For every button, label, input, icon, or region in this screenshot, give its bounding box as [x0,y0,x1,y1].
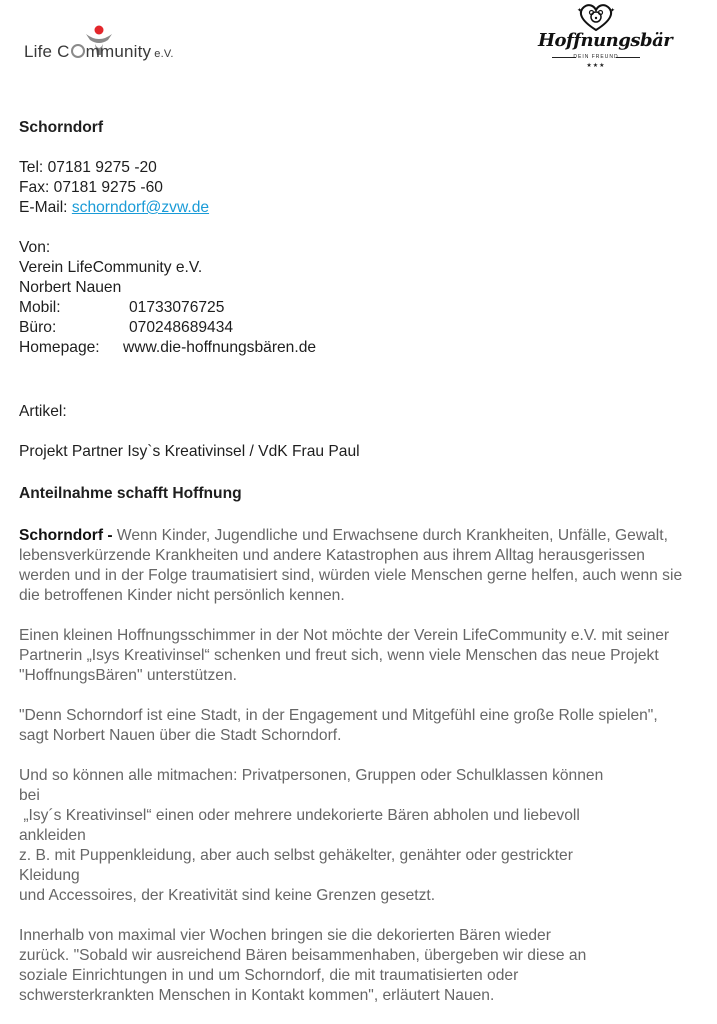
contact-tel: Tel: 07181 9275 -20 [19,159,157,176]
article-paragraph-2: Einen kleinen Hoffnungsschimmer in der Not möchte der Verein LifeCommunity e.V. mit seiner Partnerin „Isys Kreativinsel“ schenken und freut sich, wenn viele Menschen das neue Projekt "HoffnungsBären" unterstützen. [19,627,670,684]
logo-script-name: Hoffnungsbär [538,30,673,51]
sender-office-value: 070248689434 [129,319,234,336]
document-body [19,118,689,1006]
article-headline: Anteilnahme schafft Hoffnung [19,485,242,502]
contact-email-link[interactable]: schorndorf@zvw.de [71,199,210,216]
article-dateline: Schorndorf - [19,527,117,544]
hoffnungsbaer-logo [536,2,673,74]
article-p5-line: zurück. "Sobald wir ausreichend Bären beisammenhaben, übergeben wir diese an [19,947,587,964]
article-project: Projekt Partner Isy`s Kreativinsel / VdK Frau Paul [19,443,360,460]
article-p4-line: ankleiden [19,827,86,844]
sender-from-label: Von: [19,239,51,256]
article-p4-line: Und so können alle mitmachen: Privatpersonen, Gruppen oder Schulklassen können [19,767,604,784]
article-p5-line: schwersterkrankten Menschen in Kontakt kommen", erläutert Nauen. [19,987,495,1004]
article-paragraph-1-text: Wenn Kinder, Jugendliche und Erwachsene durch Krankheiten, Unfälle, Gewalt, lebensverkürzende Krankheiten und andere Katastrophen aus ihrem Alltag herausgerissen werden und in der Folge traumatisiert sind, würden viele Menschen gerne helfen, auch wenn sie die betroffenen Kinder nicht persönlich kennen. [19,527,683,604]
article-paragraph-5 [19,926,689,1006]
contact-city: Schorndorf [19,119,104,136]
sender-mobile-line [19,298,689,318]
article-paragraph-4 [19,766,689,906]
article-paragraph-3: "Denn Schorndorf ist eine Stadt, in der Engagement und Mitgefühl eine große Rolle spielen", sagt Norbert Nauen über die Stadt Schorndorf. [19,707,658,744]
article-p4-line: „Isy´s Kreativinsel“ einen oder mehrere undekorierte Bären abholen und liebevoll [19,807,580,824]
sender-person: Norbert Nauen [19,279,122,296]
article-label: Artikel: [19,403,67,420]
logo-tagline: DEIN FREUND [573,54,619,60]
contact-email-line [19,198,689,218]
article-p4-line: bei [19,787,40,804]
sender-office-label: Büro: [19,319,57,336]
contact-fax: Fax: 07181 9275 -60 [19,179,163,196]
logo-wordmark: Life C mmunity e.V. [24,42,174,61]
logo-stars: ★★★ [586,63,606,69]
article-p5-line: Innerhalb von maximal vier Wochen bringen sie die dekorierten Bären wieder [19,927,551,944]
life-community-logo [24,24,224,64]
sender-homepage-line [19,338,689,358]
sender-homepage-label: Homepage: [19,339,100,356]
article-p4-line: und Accessoires, der Kreativität sind keine Grenzen gesetzt. [19,887,436,904]
article-p5-line: soziale Einrichtungen in und um Schorndorf, die mit traumatisierten oder [19,967,519,984]
article-p4-line: z. B. mit Puppenkleidung, aber auch selbst gehäkelter, genähter oder gestrickter [19,847,573,864]
article-paragraph-1 [19,526,689,606]
svg-text:✦: ✦ [577,8,583,14]
contact-email-label: E-Mail: [19,199,72,216]
sender-mobile-value: 01733076725 [129,299,225,316]
sender-homepage-value: www.die-hoffnungsbären.de [123,339,317,356]
svg-text:✦: ✦ [610,8,616,14]
sender-office-line [19,318,689,338]
sender-org: Verein LifeCommunity e.V. [19,259,203,276]
bear-heart-icon [574,2,618,32]
sender-mobile-label: Mobil: [19,299,61,316]
article-p4-line: Kleidung [19,867,80,884]
